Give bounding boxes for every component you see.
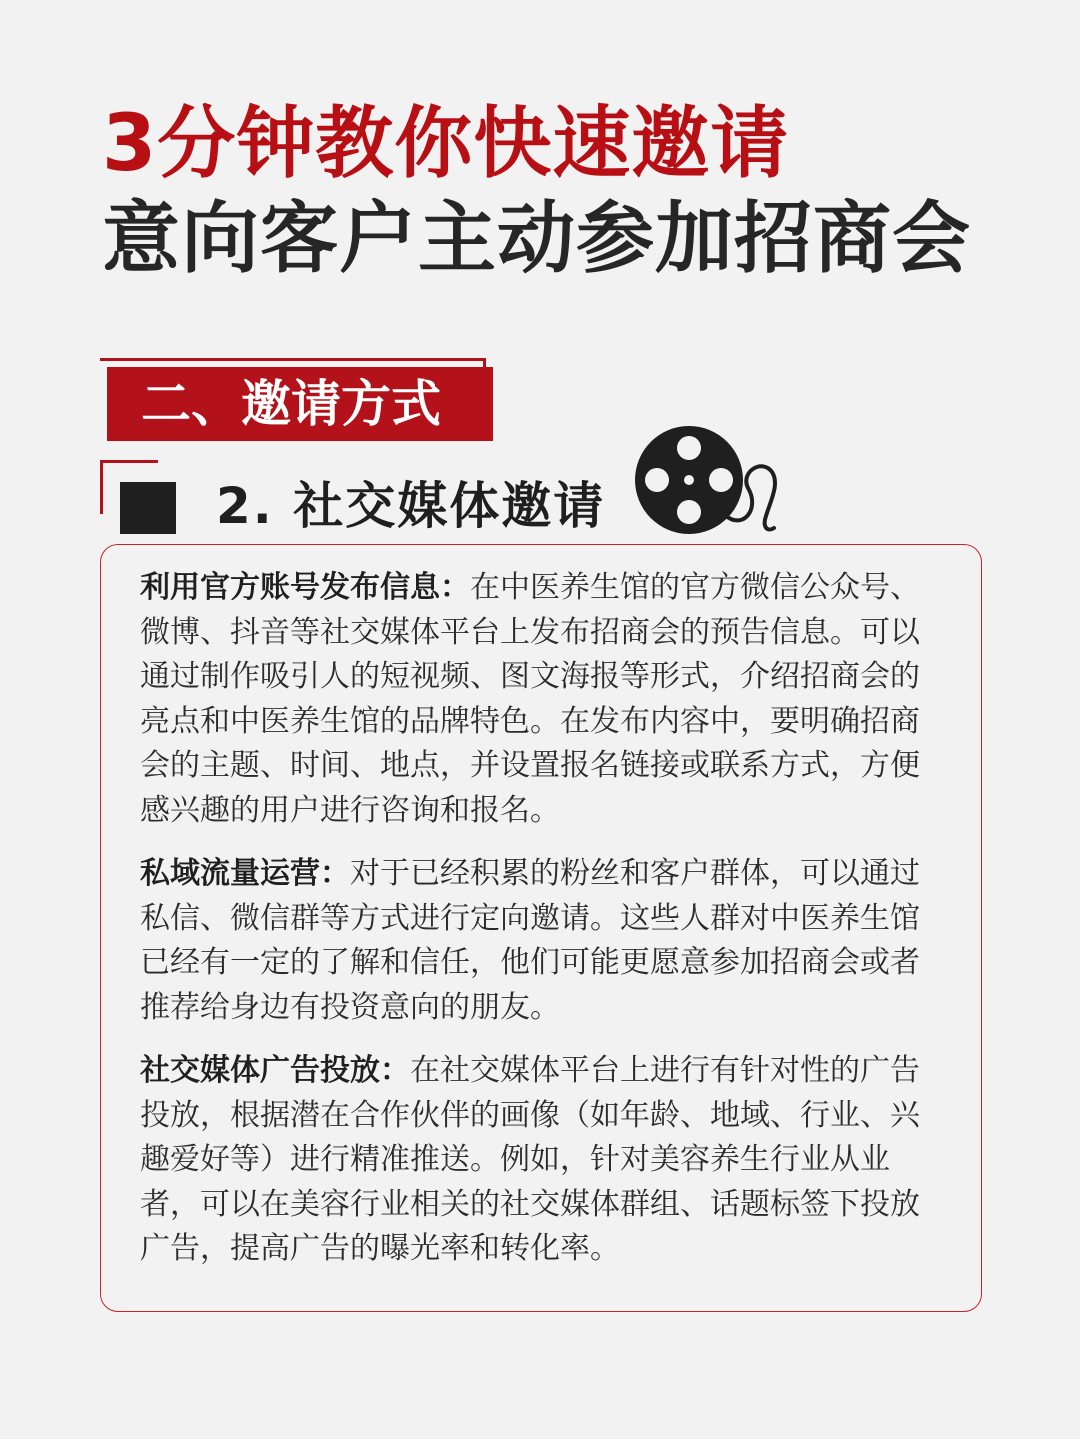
paragraph-official-accounts [140, 566, 940, 833]
paragraph-text: 对于已经积累的粉丝和客户群体，可以通过私信、微信群等方式进行定向邀请。这些人群对中医养生馆已经有一定的了解和信任，他们可能更愿意参加招商会或者推荐给身边有投资意向的朋友。 [140, 856, 920, 1025]
paragraph-text: 在社交媒体平台上进行有针对性的广告投放，根据潜在合作伙伴的画像（如年龄、地域、行业、兴趣爱好等）进行精准推送。例如，针对美容养生行业从业者，可以在美容行业相关的社交媒体群组、话题标签下投放广告，提高广告的曝光率和转化率。 [140, 1053, 920, 1266]
paragraph-private-traffic [140, 852, 940, 1030]
paragraph-social-ads [140, 1049, 940, 1272]
page-title-line-1: 3分钟教你快速邀请 [102, 99, 790, 189]
paragraph-lead: 私域流量运营： [140, 856, 350, 891]
page-title-line-2: 意向客户主动参加招商会 [102, 194, 972, 284]
section-banner: 二、邀请方式 [107, 367, 493, 441]
paragraph-text: 在中医养生馆的官方微信公众号、微博、抖音等社交媒体平台上发布招商会的预告信息。可以通过制作吸引人的短视频、图文海报等形式，介绍招商会的亮点和中医养生馆的品牌特色。在发布内容中，要明确招商会的主题、时间、地点，并设置报名链接或联系方式，方便感兴趣的用户进行咨询和报名。 [140, 570, 920, 828]
subsection-square-marker [120, 482, 176, 534]
subsection-heading: 2. 社交媒体邀请 [216, 477, 606, 535]
film-reel-icon [634, 424, 784, 536]
paragraph-lead: 利用官方账号发布信息： [140, 570, 470, 605]
paragraph-lead: 社交媒体广告投放： [140, 1053, 410, 1088]
